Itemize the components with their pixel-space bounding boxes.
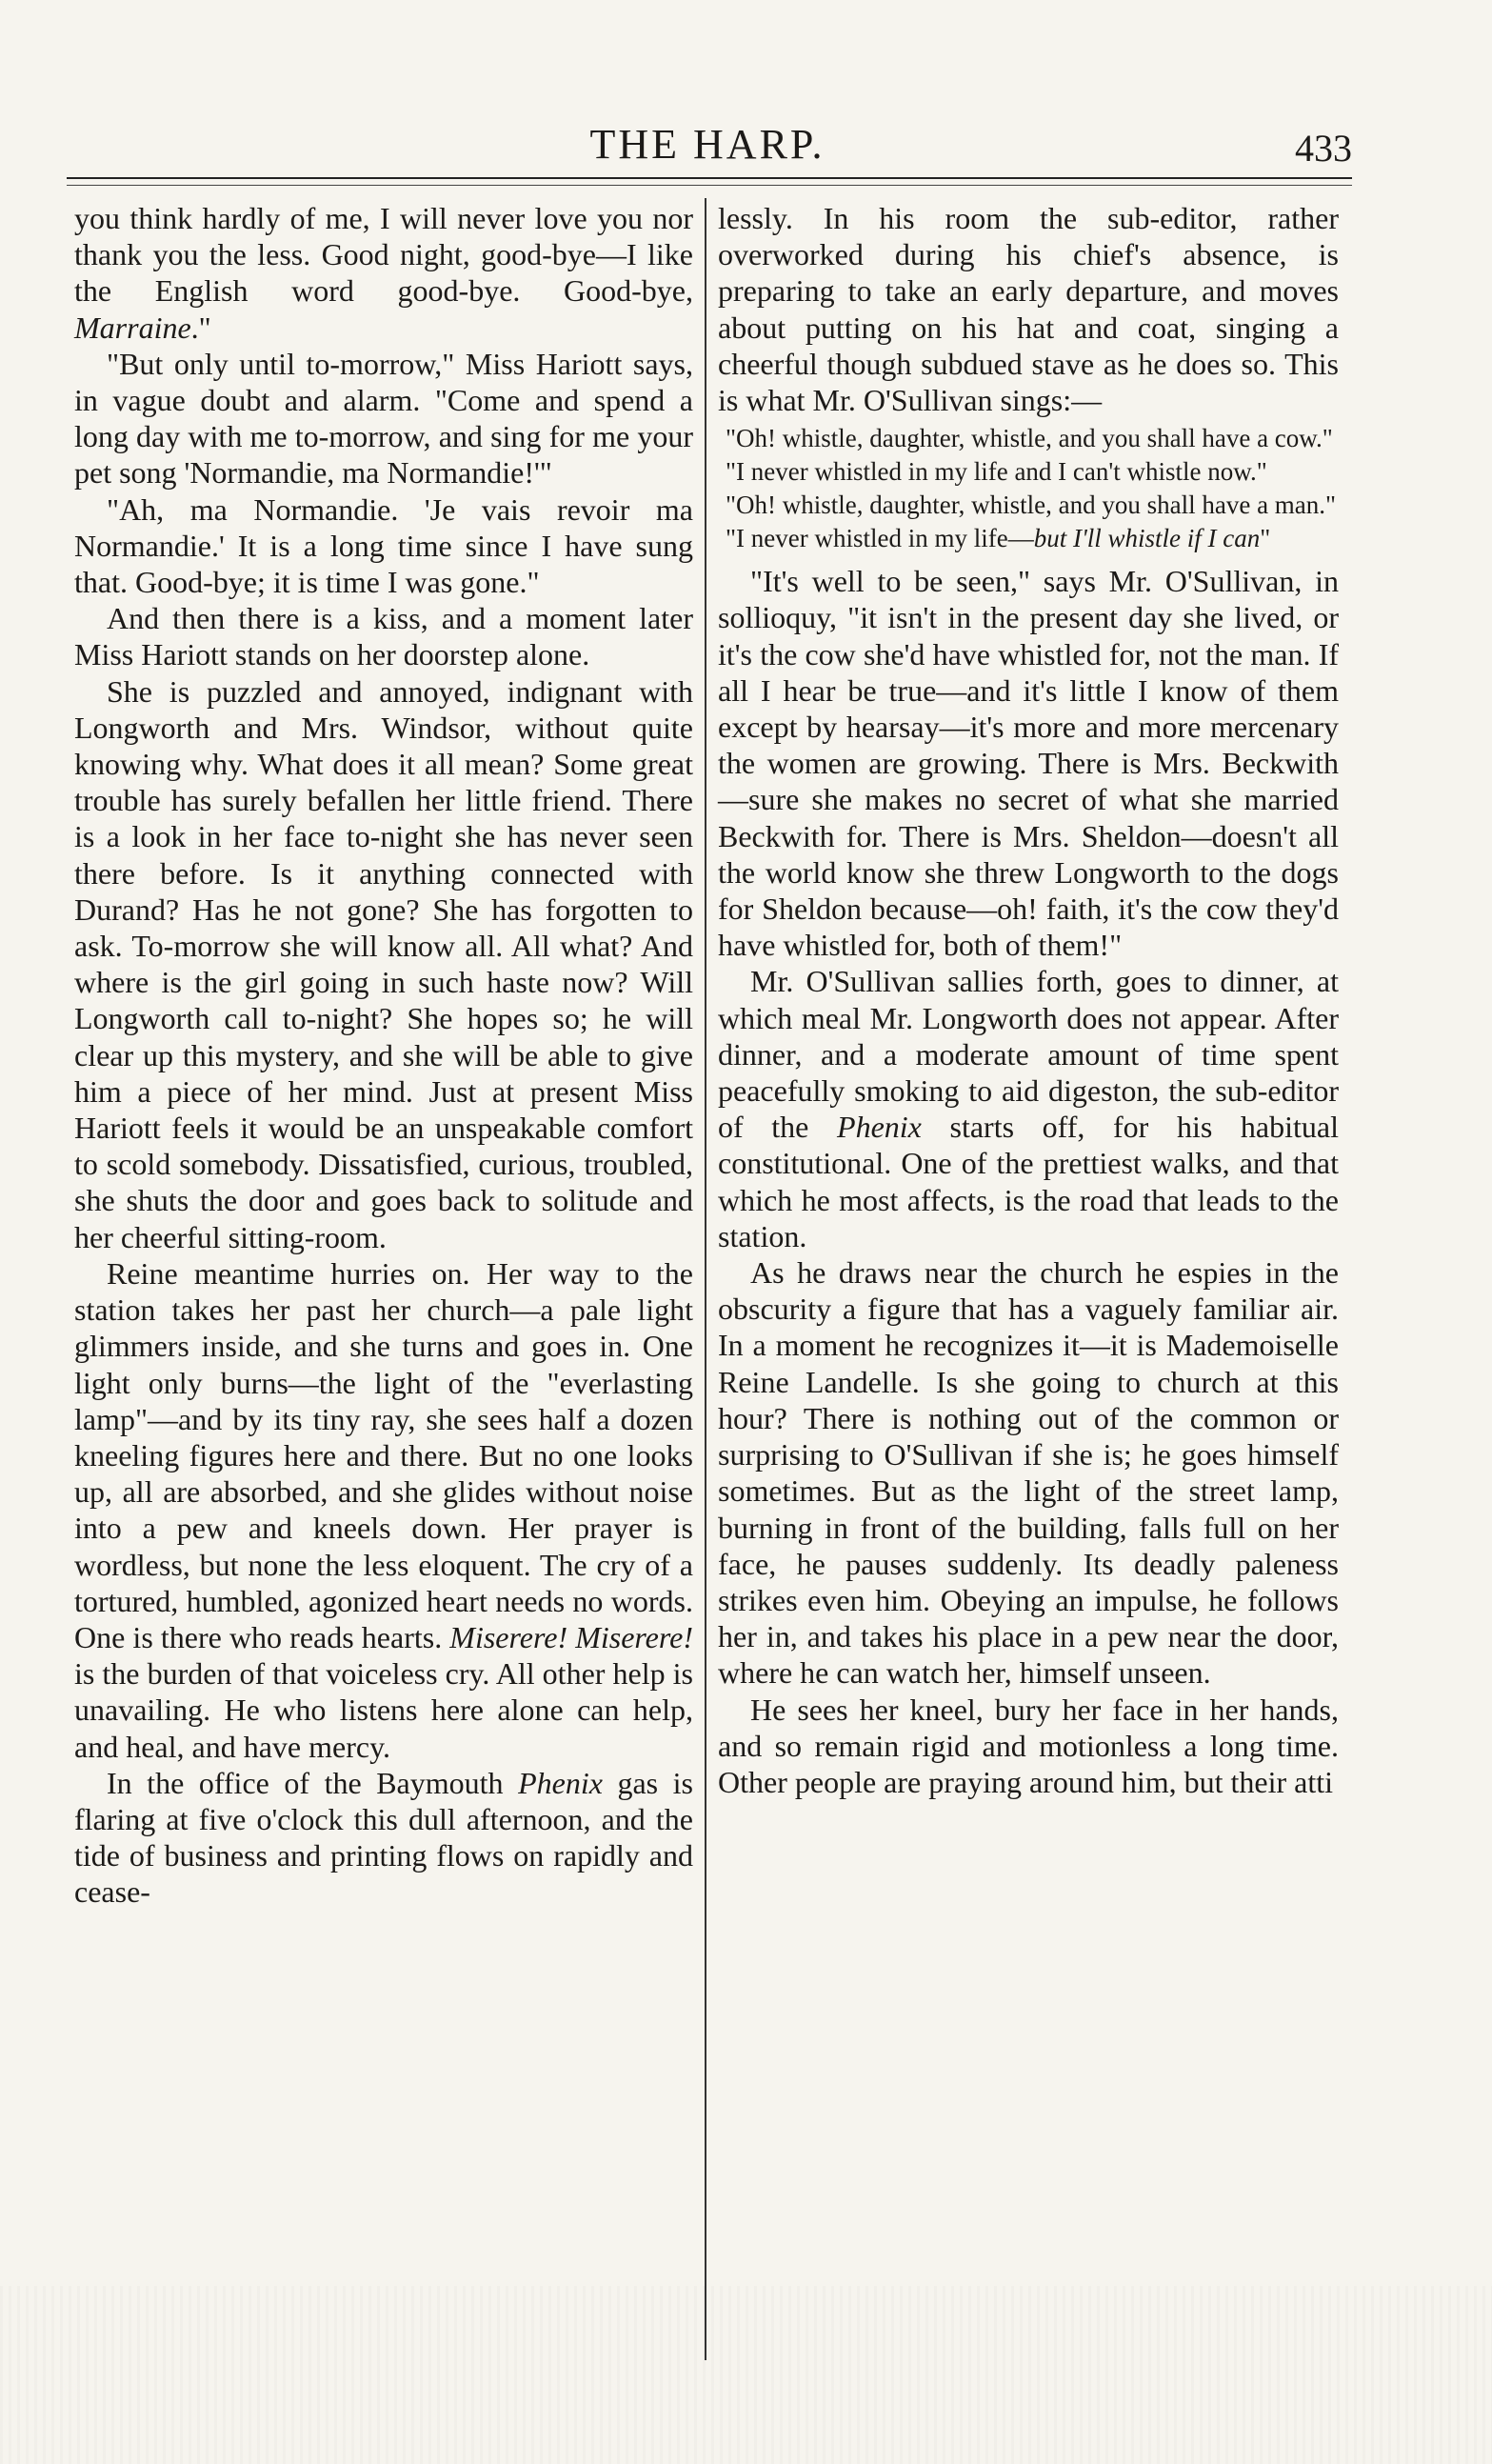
right-column bbox=[718, 200, 1339, 1800]
page-header bbox=[74, 112, 1352, 170]
paragraph: you think hardly of me, I will never love you nor thank you the less. Good night, good-bye—I like the English word good-bye. Good-bye, Marraine." bbox=[74, 201, 693, 345]
running-title: THE HARP. bbox=[589, 121, 826, 168]
song-verse bbox=[718, 424, 1339, 553]
scan-noise bbox=[0, 2286, 1492, 2464]
paragraph: Mr. O'Sullivan sallies forth, goes to dinner, at which meal Mr. Longworth does not appear. After dinner, and a moderate amount of time spent peacefully smoking to aid digeston, the sub-editor of the Phenix starts off, for his habitual constitutional. One of the prettiest walks, and that which he most affects, is the road that leads to the station. bbox=[718, 964, 1340, 1253]
header-rule bbox=[67, 177, 1352, 179]
verse-line: "I never whistled in my life and I can't whistle now." bbox=[726, 457, 1267, 487]
paragraph: "Ah, ma Normandie. 'Je vais revoir ma Normandie.' It is a long time since I have sung that. Good-bye; it is time I was gone." bbox=[74, 491, 693, 600]
paragraph: "It's well to be seen," says Mr. O'Sullivan, in sollioquy, "it isn't in the present day she lived, or it's the cow she'd have whistled for, not the man. If all I hear be true—and it's little I know of them except by hearsay—it's more and more mercenary the women are growing. There is Mrs. Beckwith—sure she makes no secret of what she married Beckwith for. There is Mrs. Sheldon—doesn't all the world know she threw Longworth to the dogs for Sheldon because—oh! faith, it's the cow they'd have whistled for, both of them!" bbox=[718, 564, 1339, 963]
column-divider bbox=[705, 198, 706, 2360]
header-rule-thin bbox=[67, 185, 1352, 186]
verse-line: "Oh! whistle, daughter, whistle, and you shall have a man." bbox=[726, 491, 1337, 520]
paragraph: She is puzzled and annoyed, indignant with Longworth and Mrs. Windsor, without quite knowing why. What does it all mean? Some great trouble has surely befallen her little friend. There is a look in her face to-night she has never seen there before. Is it anything connected with Durand? Has he not gone? She has forgotten to ask. To-morrow she will know all. All what? And where is the girl going in such haste now? Will Longworth call to-night? She hopes so; he will clear up this mystery, and she will be able to give him a piece of her mind. Just at present Miss Hariott feels it would be an unspeakable comfort to scold somebody. Dissatisfied, curious, troubled, she shuts the door and goes back to solitude and her cheerful sitting-room. bbox=[74, 673, 693, 1254]
verse-line: "I never whistled in my life—but I'll whistle if I can" bbox=[726, 524, 1271, 553]
paragraph: He sees her kneel, bury her face in her hands, and so remain rigid and motionless a long time. Other people are praying around him, but their atti bbox=[718, 1692, 1339, 1799]
page-number: 433 bbox=[1295, 127, 1352, 170]
paragraph: And then there is a kiss, and a moment later Miss Hariott stands on her doorstep alone. bbox=[74, 601, 693, 672]
verse-line: "Oh! whistle, daughter, whistle, and you shall have a cow." bbox=[726, 424, 1333, 453]
paragraph: "But only until to-morrow," Miss Hariott says, in vague doubt and alarm. "Come and spend a long day with me to-morrow, and sing for me your pet song 'Normandie, ma Normandie!'" bbox=[74, 346, 693, 491]
paragraph: Reine meantime hurries on. Her way to the station takes her past her church—a pale light glimmers inside, and she turns and goes in. One light only burns—the light of the "everlasting lamp"—and by its tiny ray, she sees half a dozen kneeling figures here and there. But no one looks up, all are absorbed, and she glides without noise into a pew and kneels down. Her prayer is wordless, but none the less eloquent. The cry of a tortured, humbled, agonized heart needs no words. One is there who reads hearts. Miserere! Miserere! is the burden of that voiceless cry. All other help is unavailing. He who listens here alone can help, and heal, and have mercy. bbox=[74, 1255, 693, 1764]
paragraph: In the office of the Baymouth Phenix gas is flaring at five o'clock this dull afternoon, and the tide of business and printing flows on rapidly and cease- bbox=[74, 1765, 694, 1910]
left-column bbox=[74, 200, 693, 1911]
paragraph: As he draws near the church he espies in the obscurity a figure that has a vaguely familiar air. In a moment he recognizes it—it is Mademoiselle Reine Landelle. Is she going to church at this hour? There is nothing out of the common or surprising to O'Sullivan if she is; he goes himself sometimes. But as the light of the street lamp, burning in front of the building, falls full on her face, he pauses suddenly. Its deadly paleness strikes even him. Obeying an impulse, he follows her in, and takes his place in a pew near the door, where he can watch her, himself unseen. bbox=[718, 1255, 1339, 1691]
paragraph: lessly. In his room the sub-editor, rather overworked during his chief's absence, is preparing to take an early departure, and moves about putting on his hat and coat, singing a cheerful though subdued stave as he does so. This is what Mr. O'Sullivan sings:— bbox=[718, 201, 1339, 418]
